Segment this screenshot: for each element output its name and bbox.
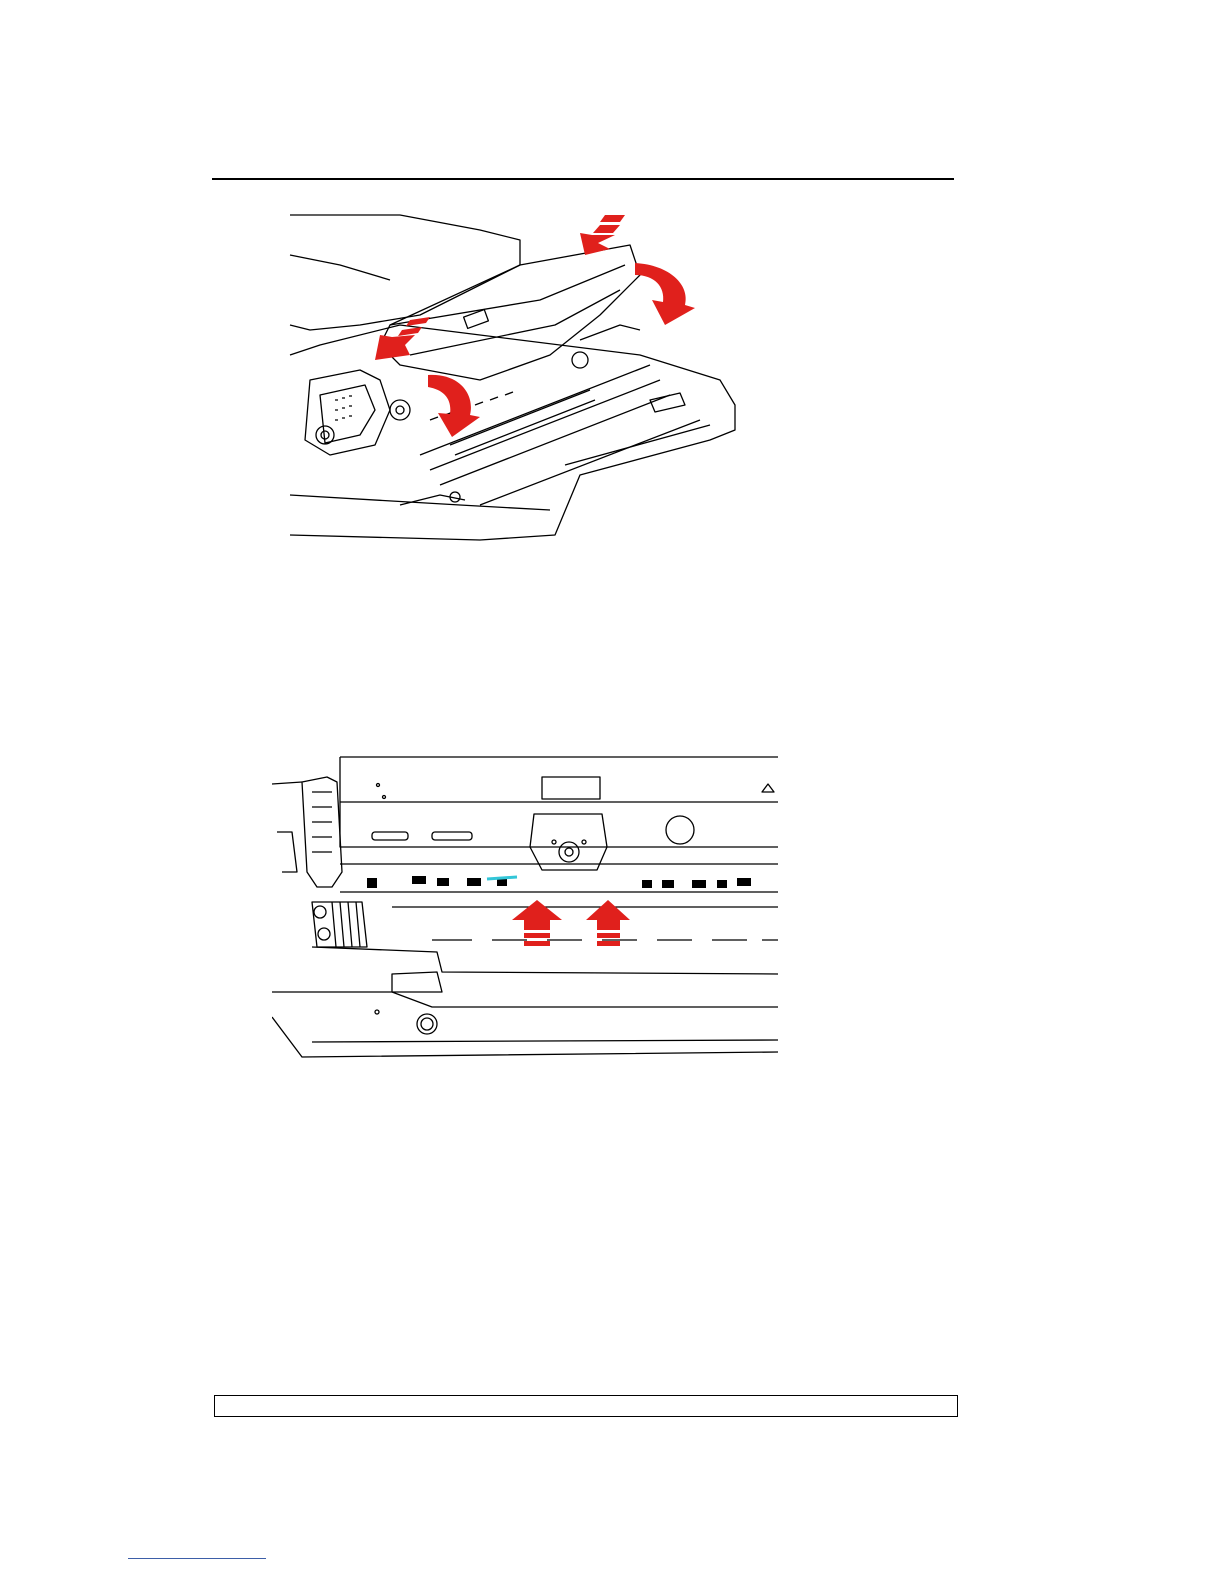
footer-box [214, 1395, 958, 1417]
footnote-rule [128, 1558, 266, 1559]
printer-illustration-bottom [272, 752, 778, 1064]
curved-arrow-right [635, 263, 695, 325]
header-rule [212, 178, 954, 180]
printer-drawing-top [280, 205, 740, 545]
printer-drawing-bottom [272, 752, 778, 1064]
arrow-top-right [580, 215, 625, 255]
cyan-accent [487, 877, 517, 879]
curved-arrow-center [428, 375, 480, 437]
printer-illustration-top [280, 205, 740, 545]
